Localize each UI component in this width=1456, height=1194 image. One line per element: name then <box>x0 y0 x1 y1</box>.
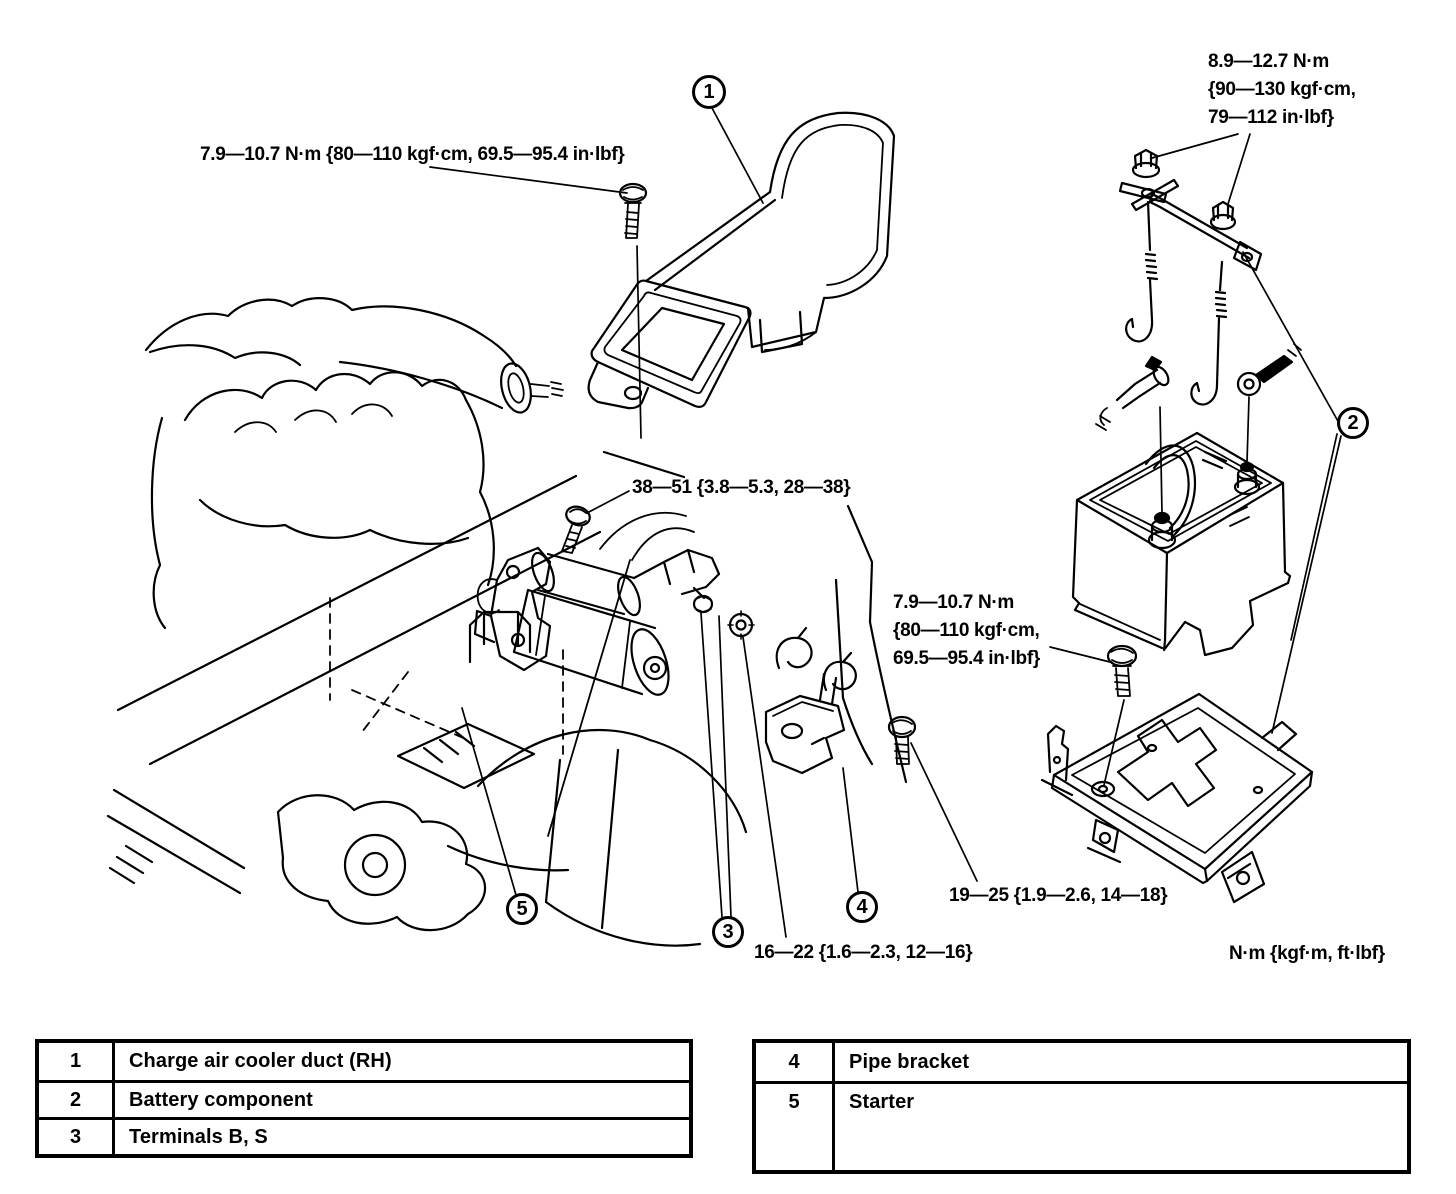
table-row <box>39 1117 689 1154</box>
torque-label-duct-bolt: 7.9—10.7 N·m {80—110 kgf·cm, 69.5—95.4 in·lbf} <box>200 144 625 165</box>
battery-holddown-drawing <box>1120 150 1261 404</box>
table-row <box>756 1081 1407 1170</box>
tray-bolt-icon <box>1108 646 1136 696</box>
engine-drawing <box>108 298 906 945</box>
callout-2: 2 <box>1337 407 1369 439</box>
legend-label: Battery component <box>129 1088 313 1111</box>
legend-label: Charge air cooler duct (RH) <box>129 1050 392 1072</box>
table-row <box>756 1043 1407 1081</box>
table-row <box>39 1043 689 1080</box>
torque-label-starter-bolt: 38—51 {3.8—5.3, 28—38} <box>632 477 851 498</box>
starter-bolt-icon <box>562 504 592 553</box>
battery-tray-drawing <box>1042 694 1312 902</box>
callout-3: 3 <box>712 916 744 948</box>
legend-num: 3 <box>39 1120 115 1154</box>
legend-num: 1 <box>39 1043 115 1080</box>
units-note: N·m {kgf·m, ft·lbf} <box>1229 943 1385 964</box>
legend-label: Terminals B, S <box>129 1125 268 1148</box>
torque-label-bracket-bolt: 19—25 {1.9—2.6, 14—18} <box>949 885 1168 906</box>
table-row <box>39 1080 689 1117</box>
charge-air-cooler-duct-drawing <box>589 113 894 408</box>
legend-num: 4 <box>756 1043 835 1081</box>
legend-label: Starter <box>849 1091 915 1113</box>
torque-label-tray-bolt: 7.9—10.7 N·m {80—110 kgf·cm, 69.5—95.4 in·lbf} <box>893 592 1040 669</box>
pipe-bracket-drawing <box>766 628 856 773</box>
legend-table-left <box>35 1039 693 1158</box>
legend-label: Pipe bracket <box>849 1050 970 1073</box>
torque-label-terminal-nut: 16—22 {1.6—2.3, 12—16} <box>754 942 973 963</box>
battery-drawing <box>1073 433 1290 655</box>
legend-num: 2 <box>39 1083 115 1117</box>
callout-4: 4 <box>846 891 878 923</box>
callout-1: 1 <box>692 75 726 109</box>
torque-label-battery-clamp: 8.9—12.7 N·m {90—130 kgf·cm, 79—112 in·lbf} <box>1208 51 1356 128</box>
callout-5: 5 <box>506 893 538 925</box>
legend-table-right <box>752 1039 1411 1174</box>
legend-num: 5 <box>756 1084 835 1170</box>
